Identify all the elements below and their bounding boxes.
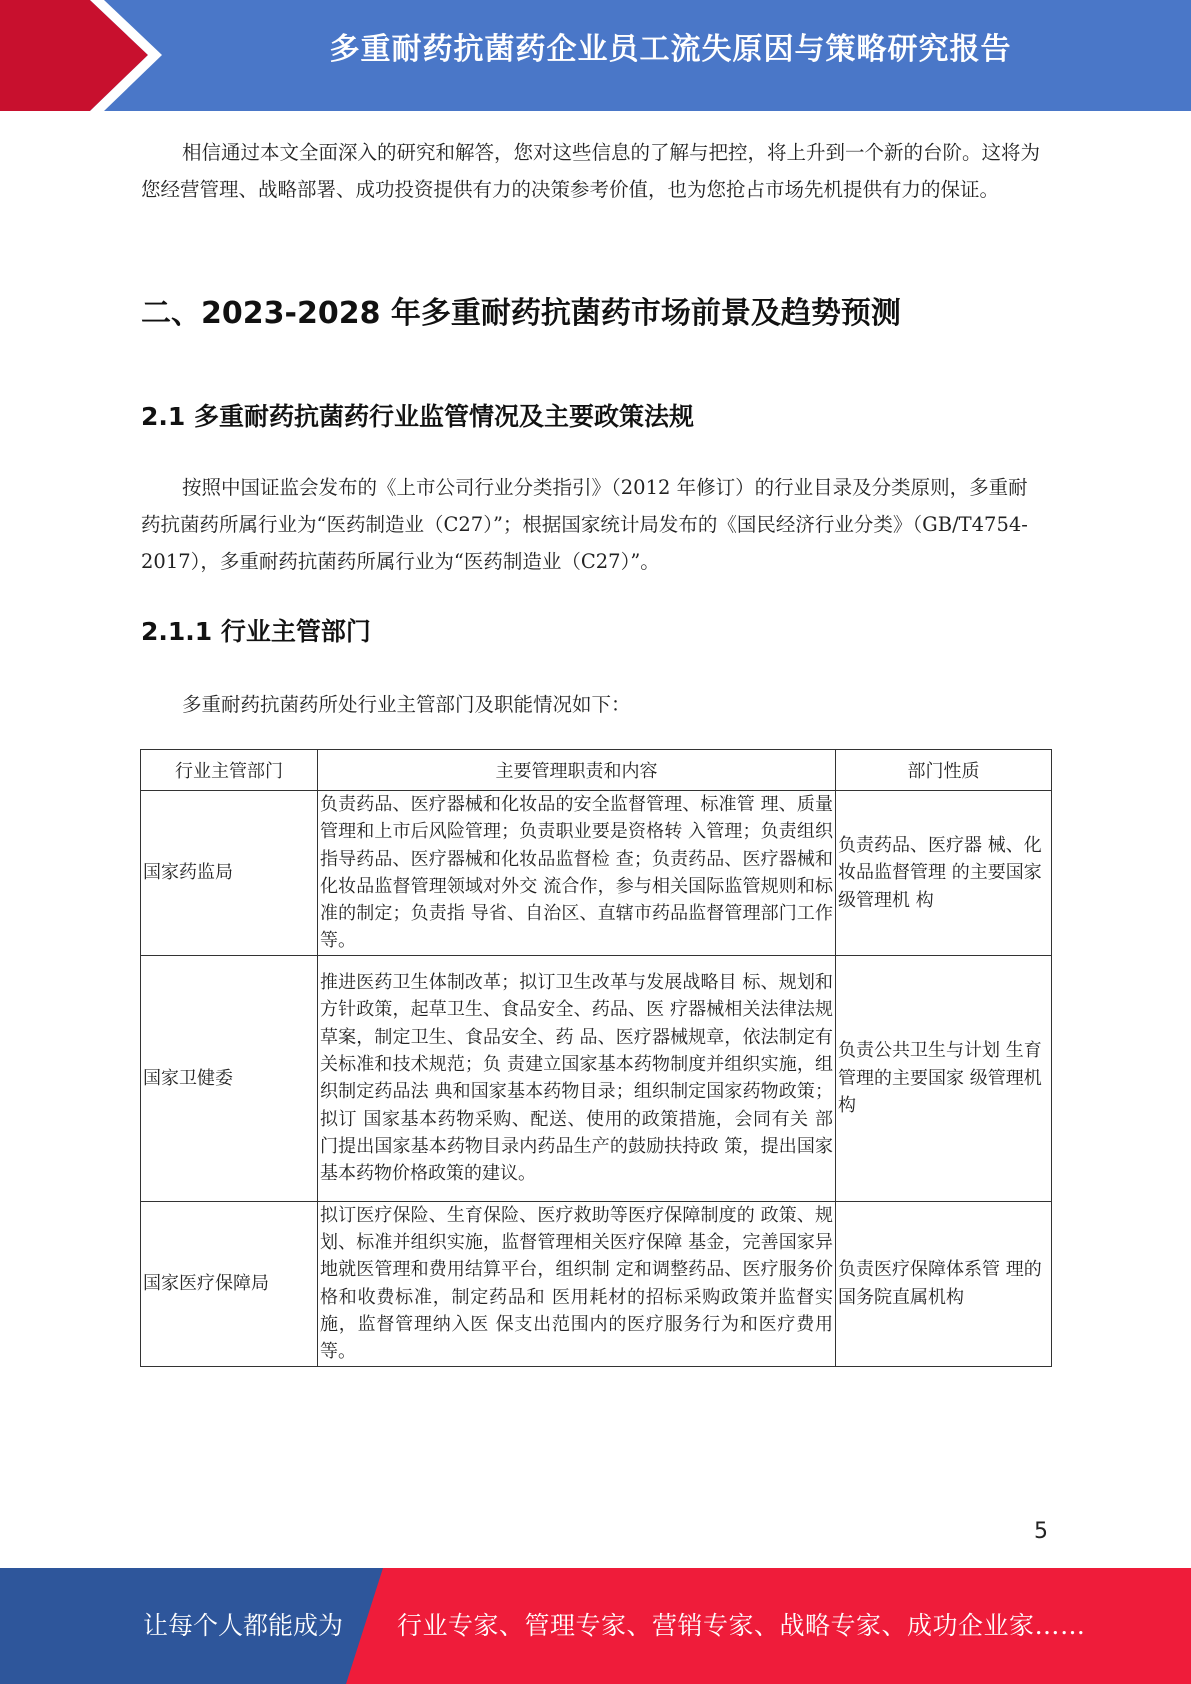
regulator-table bbox=[140, 749, 1052, 1367]
row-duties: 推进医药卫生体制改革；拟订卫生改革与发展战略目 标、规划和方针政策，起草卫生、食品安全、药品、医 疗器械相关法律法规草案，制定卫生、食品安全、药 品、医疗器械规章，依法制定有关标准和技术规范；负 责建立国家基本药物制度并组织实施，组织制定药品法 典和国家基本药物目录；组织制定国家药物政策；拟订 国家基本药物采购、配送、使用的政策措施，会同有关 部门提出国家基本药物目录内药品生产的鼓励扶持政 策，提出国家基本药物价格政策的建议。 bbox=[318, 955, 836, 1201]
row-duties: 拟订医疗保险、生育保险、医疗救助等医疗保障制度的 政策、规划、标准并组织实施，监督管理相关医疗保障 基金，完善国家异地就医管理和费用结算平台，组织制 定和调整药品、医疗服务价格和收费标准，制定药品和 医用耗材的招标采购政策并监督实施，监督管理纳入医 保支出范围内的医疗服务行为和医疗费用等。 bbox=[318, 1201, 836, 1366]
header-nature: 部门性质 bbox=[836, 750, 1052, 791]
classification-block bbox=[141, 469, 1046, 580]
row-dept: 国家医疗保障局 bbox=[141, 1201, 318, 1366]
row-duties: 负责药品、医疗器械和化妆品的安全监督管理、标准管 理、质量管理和上市后风险管理；负责职业要是资格转 入管理；负责组织指导药品、医疗器械和化妆品监督检 查；负责药品、医疗器械和化妆品监督管理领域对外交 流合作，参与相关国际监管规则和标准的制定；负责指 导省、自治区、直辖市药品监督管理部门工作等。 bbox=[318, 791, 836, 956]
classification-paragraph: 按照中国证监会发布的《上市公司行业分类指引》（2012 年修订）的行业目录及分类原则，多重耐药抗菌药所属行业为“医药制造业（C27）”；根据国家统计局发布的《国民经济行业分类》（GB/T4754-2017），多重耐药抗菌药所属行业为“医药制造业（C27）”。 bbox=[141, 476, 1028, 573]
row-nature: 负责医疗保障体系管 理的国务院直属机构 bbox=[836, 1201, 1052, 1366]
table-intro: 多重耐药抗菌药所处行业主管部门及职能情况如下： bbox=[182, 693, 631, 716]
row-dept: 国家药监局 bbox=[141, 791, 318, 956]
page-number: 5 bbox=[1034, 1519, 1048, 1544]
table-header-row bbox=[141, 750, 1052, 791]
footer-slogan-right: 行业专家、管理专家、营销专家、战略专家、成功企业家…… bbox=[397, 1611, 1086, 1640]
header-dept: 行业主管部门 bbox=[141, 750, 318, 791]
row-dept: 国家卫健委 bbox=[141, 955, 318, 1201]
table-row bbox=[141, 1201, 1052, 1366]
subsection-heading: 2.1 多重耐药抗菌药行业监管情况及主要政策法规 bbox=[141, 402, 694, 431]
row-nature: 负责公共卫生与计划 生育管理的主要国家 级管理机构 bbox=[836, 955, 1052, 1201]
subsubsection-heading: 2.1.1 行业主管部门 bbox=[141, 617, 371, 646]
intro-paragraph: 相信通过本文全面深入的研究和解答，您对这些信息的了解与把控，将上升到一个新的台阶。这将为您经营管理、战略部署、成功投资提供有力的决策参考价值，也为您抢占市场先机提供有力的保证。 bbox=[141, 141, 1041, 201]
header-duties: 主要管理职责和内容 bbox=[318, 750, 836, 791]
table-intro-block bbox=[141, 686, 1046, 723]
page-header bbox=[0, 0, 1191, 111]
table-row bbox=[141, 791, 1052, 956]
section-heading: 二、2023-2028 年多重耐药抗菌药市场前景及趋势预测 bbox=[141, 296, 901, 331]
intro-block bbox=[141, 134, 1046, 208]
report-title: 多重耐药抗菌药企业员工流失原因与策略研究报告 bbox=[329, 32, 1012, 67]
footer-slogan-left: 让每个人都能成为 bbox=[143, 1611, 344, 1640]
table-row bbox=[141, 955, 1052, 1201]
row-nature: 负责药品、医疗器 械、化妆品监督管理 的主要国家级管理机 构 bbox=[836, 791, 1052, 956]
page-footer bbox=[0, 1568, 1191, 1684]
